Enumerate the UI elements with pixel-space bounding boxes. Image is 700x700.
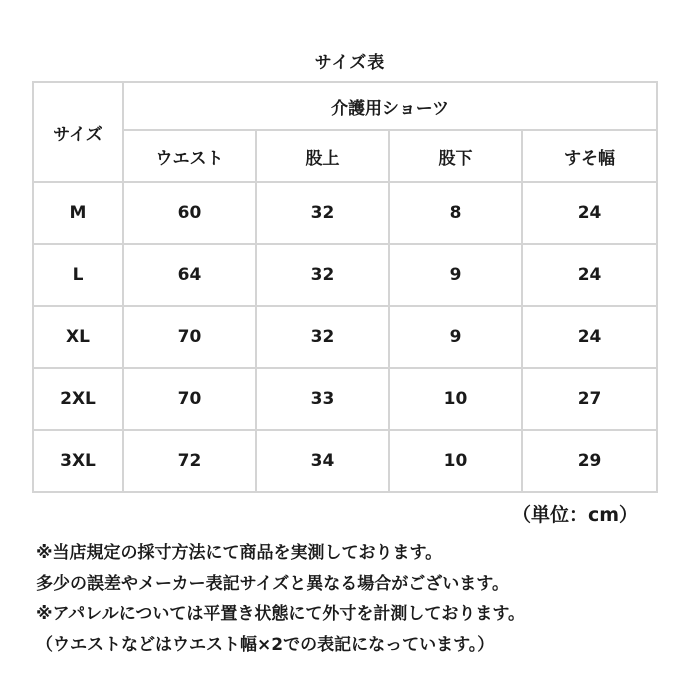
cell-inseam: 10 xyxy=(389,368,522,430)
note-line: ※当店規定の採寸方法にて商品を実測しております。 xyxy=(36,543,443,563)
notes xyxy=(36,538,676,660)
column-header-hem-width: すそ幅 xyxy=(522,130,657,182)
cell-hem-width: 29 xyxy=(522,430,657,492)
size-label: XL xyxy=(33,306,123,368)
size-column-header: サイズ xyxy=(33,82,123,182)
cell-hem-width: 24 xyxy=(522,306,657,368)
cell-hem-width: 24 xyxy=(522,244,657,306)
table-row xyxy=(33,430,657,492)
header-row-columns xyxy=(33,130,657,182)
unit-label: （単位：cm） xyxy=(511,504,638,526)
note-line: （ウエストなどはウエスト幅×2での表記になっています。） xyxy=(36,634,495,655)
cell-inseam: 10 xyxy=(389,430,522,492)
cell-waist: 70 xyxy=(123,306,256,368)
cell-inseam: 8 xyxy=(389,182,522,244)
cell-hem-width: 27 xyxy=(522,368,657,430)
note-line: 多少の誤差やメーカー表記サイズと異なる場合がございます。 xyxy=(36,573,509,594)
table-row xyxy=(33,244,657,306)
column-header-inseam: 股下 xyxy=(389,130,522,182)
header-row-group xyxy=(33,82,657,130)
cell-rise: 33 xyxy=(256,368,389,430)
cell-inseam: 9 xyxy=(389,306,522,368)
cell-rise: 34 xyxy=(256,430,389,492)
size-label: M xyxy=(33,182,123,244)
page-title: サイズ表 xyxy=(314,53,386,73)
note-line: ※アパレルについては平置き状態にて外寸を計測しております。 xyxy=(36,604,526,624)
cell-rise: 32 xyxy=(256,306,389,368)
cell-hem-width: 24 xyxy=(522,182,657,244)
table-row xyxy=(33,306,657,368)
table-row xyxy=(33,182,657,244)
size-table xyxy=(32,81,658,493)
size-label: 3XL xyxy=(33,430,123,492)
cell-rise: 32 xyxy=(256,244,389,306)
cell-waist: 64 xyxy=(123,244,256,306)
cell-waist: 70 xyxy=(123,368,256,430)
size-label: L xyxy=(33,244,123,306)
cell-waist: 60 xyxy=(123,182,256,244)
table-row xyxy=(33,368,657,430)
product-group-header: 介護用ショーツ xyxy=(123,82,657,130)
column-header-rise: 股上 xyxy=(256,130,389,182)
column-header-waist: ウエスト xyxy=(123,130,256,182)
cell-waist: 72 xyxy=(123,430,256,492)
cell-inseam: 9 xyxy=(389,244,522,306)
cell-rise: 32 xyxy=(256,182,389,244)
size-label: 2XL xyxy=(33,368,123,430)
